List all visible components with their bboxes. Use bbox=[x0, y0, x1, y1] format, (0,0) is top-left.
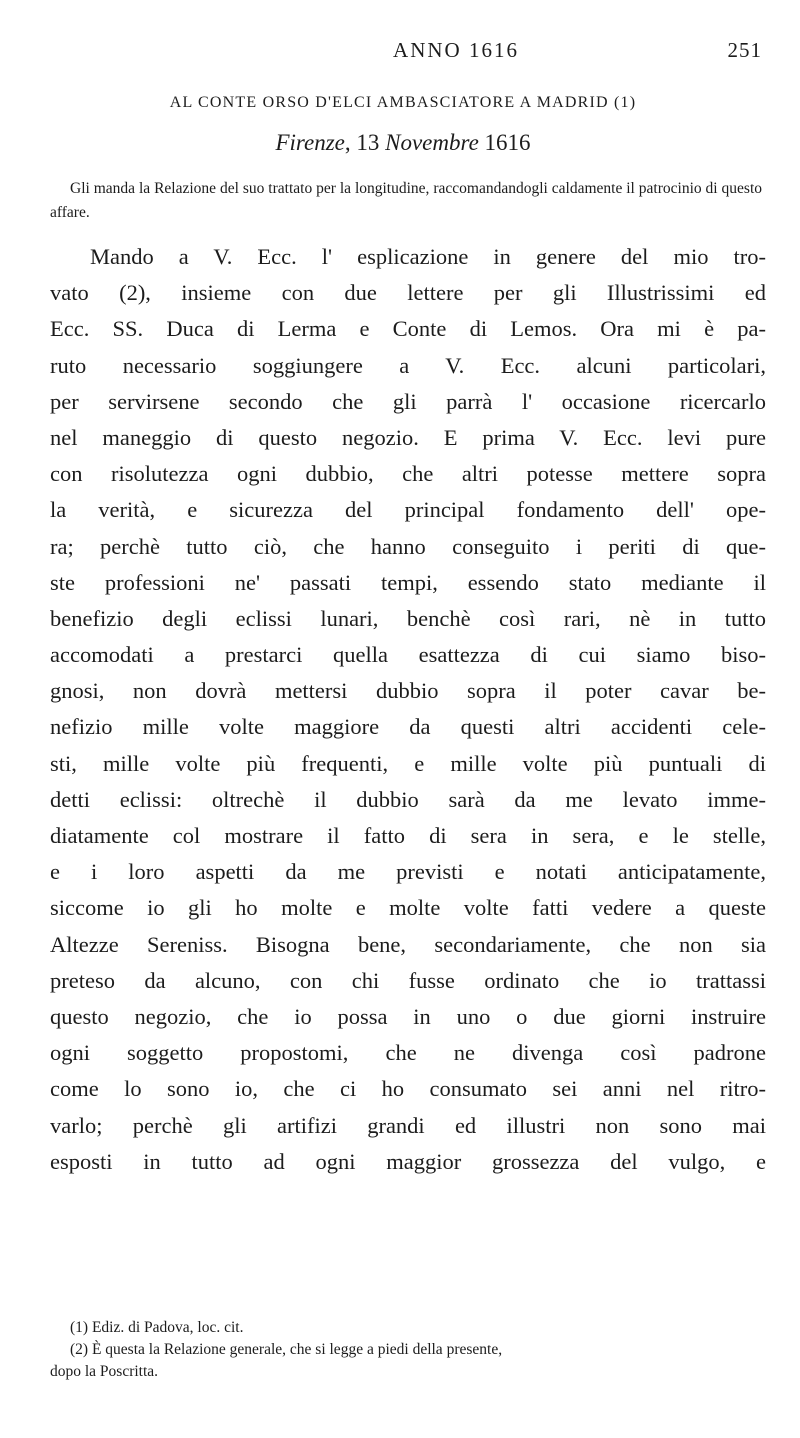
letter-title: AL CONTE ORSO D'ELCI AMBASCIATORE A MADRID (1) bbox=[169, 94, 637, 111]
body-line: come lo sono io, che ci ho consumato sei anni nel ritro- bbox=[50, 1076, 766, 1102]
dateline-day: , 13 bbox=[344, 130, 386, 155]
letter-summary: Gli manda la Relazione del suo trattato per la longitudine, raccomandandogli caldamente il patrocinio di questo affare. bbox=[50, 180, 762, 221]
body-line: ogni soggetto propostomi, che ne divenga così padrone bbox=[50, 1040, 766, 1066]
body-line: varlo; perchè gli artifizi grandi ed illustri non sono mai bbox=[50, 1112, 766, 1138]
body-line: gnosi, non dovrà mettersi dubbio sopra il poter cavar be- bbox=[50, 678, 766, 704]
page-number: 251 bbox=[727, 38, 762, 62]
body-line: questo negozio, che io possa in uno o due giorni instruire bbox=[50, 1003, 766, 1029]
body-line: benefizio degli eclissi lunari, benchè così rari, nè in tutto bbox=[50, 605, 766, 631]
body-line: con risolutezza ogni dubbio, che altri potesse mettere sopra bbox=[50, 461, 766, 487]
body-line: ruto necessario soggiungere a V. Ecc. alcuni particolari, bbox=[50, 352, 766, 378]
body-line: ra; perchè tutto ciò, che hanno conseguito i periti di que- bbox=[50, 533, 766, 559]
dateline-year: 1616 bbox=[478, 130, 531, 155]
body-line: Mando a V. Ecc. l' esplicazione in genere del mio tro- bbox=[90, 244, 766, 269]
body-line: la verità, e sicurezza del principal fondamento dell' ope- bbox=[50, 497, 766, 523]
footnote-1: (1) Ediz. di Padova, loc. cit. bbox=[70, 1319, 244, 1336]
body-line: nefizio mille volte maggiore da questi altri accidenti cele- bbox=[50, 714, 766, 740]
footnote-2: (2) È questa la Relazione generale, che si legge a piedi della presente, bbox=[70, 1341, 503, 1358]
running-head-year: ANNO 1616 bbox=[393, 38, 519, 62]
body-line: Ecc. SS. Duca di Lerma e Conte di Lemos. Ora mi è pa- bbox=[50, 316, 766, 342]
body-line: ste professioni ne' passati tempi, essendo stato mediante il bbox=[50, 569, 766, 595]
body-line: preteso da alcuno, con chi fusse ordinato che io trattassi bbox=[50, 967, 766, 993]
body-line: sti, mille volte più frequenti, e mille volte più puntuali di bbox=[50, 750, 766, 776]
footnotes bbox=[50, 1317, 762, 1383]
body-line: siccome io gli ho molte e molte volte fatti vedere a queste bbox=[50, 895, 766, 921]
dateline-place: Firenze bbox=[275, 130, 345, 155]
body-line: esposti in tutto ad ogni maggior grossezza del vulgo, e bbox=[50, 1148, 766, 1174]
letter-body bbox=[50, 239, 766, 1180]
body-line: accomodati a prestarci quella esattezza di cui siamo biso- bbox=[50, 642, 766, 668]
dateline bbox=[46, 130, 760, 156]
body-line: Altezze Sereniss. Bisogna bene, secondariamente, che non sia bbox=[50, 931, 766, 957]
running-head bbox=[246, 38, 762, 68]
body-line: nel maneggio di questo negozio. E prima V. Ecc. levi pure bbox=[50, 424, 766, 450]
body-line: per servirsene secondo che gli parrà l' occasione ricercarlo bbox=[50, 388, 766, 414]
dateline-month: Novembre bbox=[385, 130, 479, 155]
body-line: vato (2), insieme con due lettere per gli Illustrissimi ed bbox=[50, 280, 766, 306]
footnote-2-continuation: dopo la Poscritta. bbox=[50, 1363, 159, 1380]
body-line: e i loro aspetti da me previsti e notati anticipatamente, bbox=[50, 859, 766, 885]
body-line: detti eclissi: oltrechè il dubbio sarà da me levato imme- bbox=[50, 786, 766, 812]
body-line: diatamente col mostrare il fatto di sera in sera, e le stelle, bbox=[50, 823, 766, 848]
